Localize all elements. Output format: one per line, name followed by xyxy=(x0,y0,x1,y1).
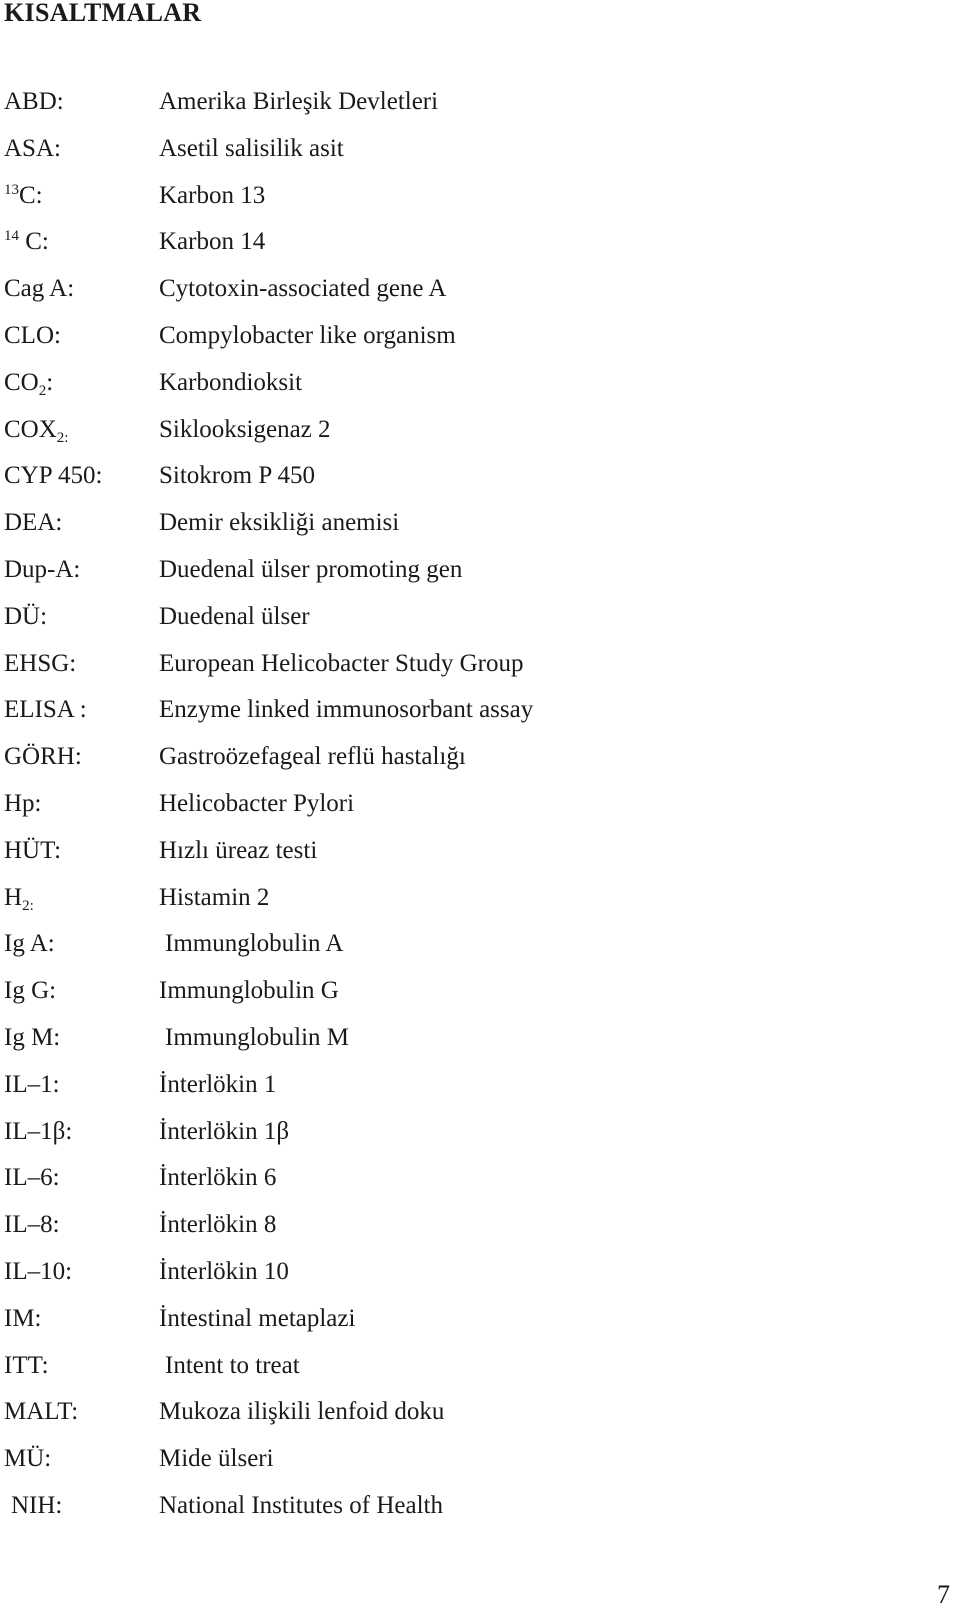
abbreviation-term-text: EHSG: xyxy=(4,649,77,677)
abbreviation-term xyxy=(4,129,61,169)
abbreviation-term xyxy=(4,1439,51,1479)
abbreviation-term xyxy=(4,363,53,403)
isotope-superscript: 14 xyxy=(4,228,19,245)
abbreviation-definition: Mukoza ilişkili lenfoid doku xyxy=(159,1398,445,1426)
abbreviation-definition: Karbon 13 xyxy=(159,181,266,209)
abbreviation-term-text: Ig M: xyxy=(4,1023,61,1051)
abbreviation-definition: İnterlökin 1 xyxy=(159,1070,277,1098)
abbreviation-term-text: IL–1β: xyxy=(4,1117,73,1145)
abbreviation-row xyxy=(0,644,700,691)
abbreviation-term-text: IL–6: xyxy=(4,1164,60,1192)
abbreviation-term xyxy=(4,737,82,777)
page-title: KISALTMALAR xyxy=(4,0,202,27)
abbreviation-term xyxy=(4,1018,60,1058)
abbreviation-row xyxy=(0,784,700,831)
abbreviation-row xyxy=(0,878,700,925)
abbreviation-definition: Cytotoxin-associated gene A xyxy=(159,275,447,303)
isotope-superscript: 13 xyxy=(4,181,19,198)
abbreviation-definition: Siklooksigenaz 2 xyxy=(159,415,331,443)
abbreviation-term-text: ASA: xyxy=(4,134,61,162)
abbreviation-term-text: DÜ: xyxy=(4,602,48,630)
abbreviation-row xyxy=(0,1018,700,1065)
abbreviation-term xyxy=(4,971,56,1011)
abbreviation-definition: İnterlökin 10 xyxy=(159,1257,289,1285)
abbreviation-term xyxy=(4,878,34,918)
abbreviation-term xyxy=(4,690,87,730)
abbreviation-term-text: DEA: xyxy=(4,509,63,537)
abbreviation-definition: İnterlökin 8 xyxy=(159,1211,277,1239)
abbreviation-definition: European Helicobacter Study Group xyxy=(159,649,524,677)
abbreviation-definition: İnterlökin 1β xyxy=(159,1117,290,1145)
abbreviation-term-text: Dup-A: xyxy=(4,555,81,583)
abbreviation-definition: Duedenal ülser promoting gen xyxy=(159,555,463,583)
abbreviation-row xyxy=(0,1252,700,1299)
abbreviation-term-text: ABD: xyxy=(4,88,64,115)
abbreviation-row xyxy=(0,1112,700,1159)
abbreviation-term-text: ELISA : xyxy=(4,696,87,724)
abbreviation-row xyxy=(0,176,700,223)
abbreviation-row xyxy=(0,82,700,129)
abbreviation-definition: Demir eksikliği anemisi xyxy=(159,509,400,537)
abbreviation-term xyxy=(4,924,55,964)
abbreviation-term-text: NIH: xyxy=(11,1491,63,1519)
abbreviation-term-text: CYP 450: xyxy=(4,462,103,490)
abbreviation-row xyxy=(0,129,700,176)
abbreviation-subscript: 2 xyxy=(38,382,47,399)
abbreviation-term xyxy=(4,503,62,543)
abbreviation-term-text: MÜ: xyxy=(4,1445,52,1473)
abbreviation-term xyxy=(11,1486,62,1526)
abbreviation-row xyxy=(0,1439,700,1486)
abbreviation-definition: Sitokrom P 450 xyxy=(159,462,316,490)
abbreviation-definition: Histamin 2 xyxy=(159,883,270,911)
abbreviation-definition: Enzyme linked immunosorbant assay xyxy=(159,696,534,724)
abbreviation-row xyxy=(0,1486,700,1533)
abbreviation-term-text: IL–10: xyxy=(4,1257,73,1285)
abbreviation-term xyxy=(4,1392,78,1432)
abbreviation-row xyxy=(0,971,700,1018)
abbreviation-term-text: Cag A: xyxy=(4,275,75,303)
abbreviation-term xyxy=(4,1346,49,1386)
abbreviation-row xyxy=(0,503,700,550)
abbreviation-row xyxy=(0,690,700,737)
abbreviation-term-text: CO xyxy=(4,368,39,396)
abbreviation-term-suffix: : xyxy=(46,368,54,396)
abbreviation-term xyxy=(4,269,74,309)
abbreviation-definition: Immunglobulin M xyxy=(165,1023,350,1051)
abbreviation-row xyxy=(0,363,700,410)
abbreviation-row xyxy=(0,1205,700,1252)
abbreviation-term xyxy=(4,316,61,356)
abbreviation-row xyxy=(0,1346,700,1393)
abbreviation-term xyxy=(4,1065,60,1105)
abbreviation-row xyxy=(0,1299,700,1346)
abbreviation-term-text: CLO: xyxy=(4,321,61,349)
abbreviation-term-text: MALT: xyxy=(4,1398,79,1426)
abbreviation-term xyxy=(4,456,102,496)
abbreviation-term-text: IL–1: xyxy=(4,1070,60,1098)
abbreviation-list xyxy=(0,82,700,1533)
abbreviation-row xyxy=(0,831,700,878)
abbreviation-term-text: GÖRH: xyxy=(4,743,82,771)
abbreviation-definition: Karbondioksit xyxy=(159,368,303,396)
abbreviation-subscript: 2: xyxy=(22,897,34,914)
abbreviation-term xyxy=(4,1158,60,1198)
abbreviation-definition: Hızlı üreaz testi xyxy=(159,836,318,864)
abbreviation-term xyxy=(4,1299,42,1339)
abbreviation-term-text: ITT: xyxy=(4,1351,49,1379)
abbreviation-term xyxy=(4,1205,60,1245)
abbreviation-term xyxy=(4,550,80,590)
abbreviation-row xyxy=(0,316,700,363)
abbreviation-subscript: 2: xyxy=(56,429,69,446)
abbreviation-row xyxy=(0,1065,700,1112)
abbreviation-definition: Mide ülseri xyxy=(159,1445,274,1473)
abbreviation-row xyxy=(0,1392,700,1439)
abbreviation-row xyxy=(0,597,700,644)
abbreviation-definition: National Institutes of Health xyxy=(159,1491,443,1519)
abbreviation-term-text: Ig G: xyxy=(4,977,57,1005)
abbreviation-term xyxy=(4,644,76,684)
abbreviation-definition: Asetil salisilik asit xyxy=(159,134,344,162)
abbreviation-row xyxy=(0,222,700,269)
abbreviation-term xyxy=(4,176,43,216)
abbreviation-term xyxy=(4,82,64,122)
abbreviation-term-text: Hp: xyxy=(4,789,42,817)
abbreviation-term-text: IL–8: xyxy=(4,1211,60,1239)
abbreviation-definition: İnterlökin 6 xyxy=(159,1164,277,1192)
abbreviation-term xyxy=(4,1112,72,1152)
abbreviation-definition: Immunglobulin A xyxy=(165,930,344,958)
abbreviation-definition: Compylobacter like organism xyxy=(159,321,456,349)
abbreviation-row xyxy=(0,737,700,784)
abbreviation-row xyxy=(0,456,700,503)
abbreviation-term xyxy=(4,597,47,637)
abbreviation-definition: Karbon 14 xyxy=(159,228,266,256)
abbreviation-term-text: HÜT: xyxy=(4,836,62,864)
abbreviation-definition: Intent to treat xyxy=(165,1351,300,1379)
abbreviation-term-text: IM: xyxy=(4,1304,42,1332)
abbreviation-term-text: C: xyxy=(19,228,49,256)
abbreviation-definition: Immunglobulin G xyxy=(159,977,339,1005)
abbreviation-term-text: H xyxy=(4,883,23,911)
abbreviation-row xyxy=(0,924,700,971)
abbreviation-definition: Amerika Birleşik Devletleri xyxy=(159,88,439,115)
abbreviation-definition: Helicobacter Pylori xyxy=(159,789,355,817)
abbreviation-definition: Duedenal ülser xyxy=(159,602,310,630)
abbreviation-term xyxy=(4,222,49,262)
abbreviation-term xyxy=(4,784,42,824)
abbreviation-row xyxy=(0,269,700,316)
abbreviation-row xyxy=(0,410,700,457)
abbreviation-definition: Gastroözefageal reflü hastalığı xyxy=(159,743,466,771)
abbreviation-term-text: Ig A: xyxy=(4,930,55,958)
abbreviation-row xyxy=(0,1158,700,1205)
abbreviation-term xyxy=(4,410,68,450)
abbreviation-definition: İntestinal metaplazi xyxy=(159,1304,356,1332)
abbreviation-row xyxy=(0,550,700,597)
abbreviation-term-text: COX xyxy=(4,415,57,443)
abbreviation-term xyxy=(4,831,61,871)
abbreviation-term-text: C: xyxy=(19,181,43,209)
page-number: 7 xyxy=(937,1580,950,1609)
abbreviation-term xyxy=(4,1252,72,1292)
